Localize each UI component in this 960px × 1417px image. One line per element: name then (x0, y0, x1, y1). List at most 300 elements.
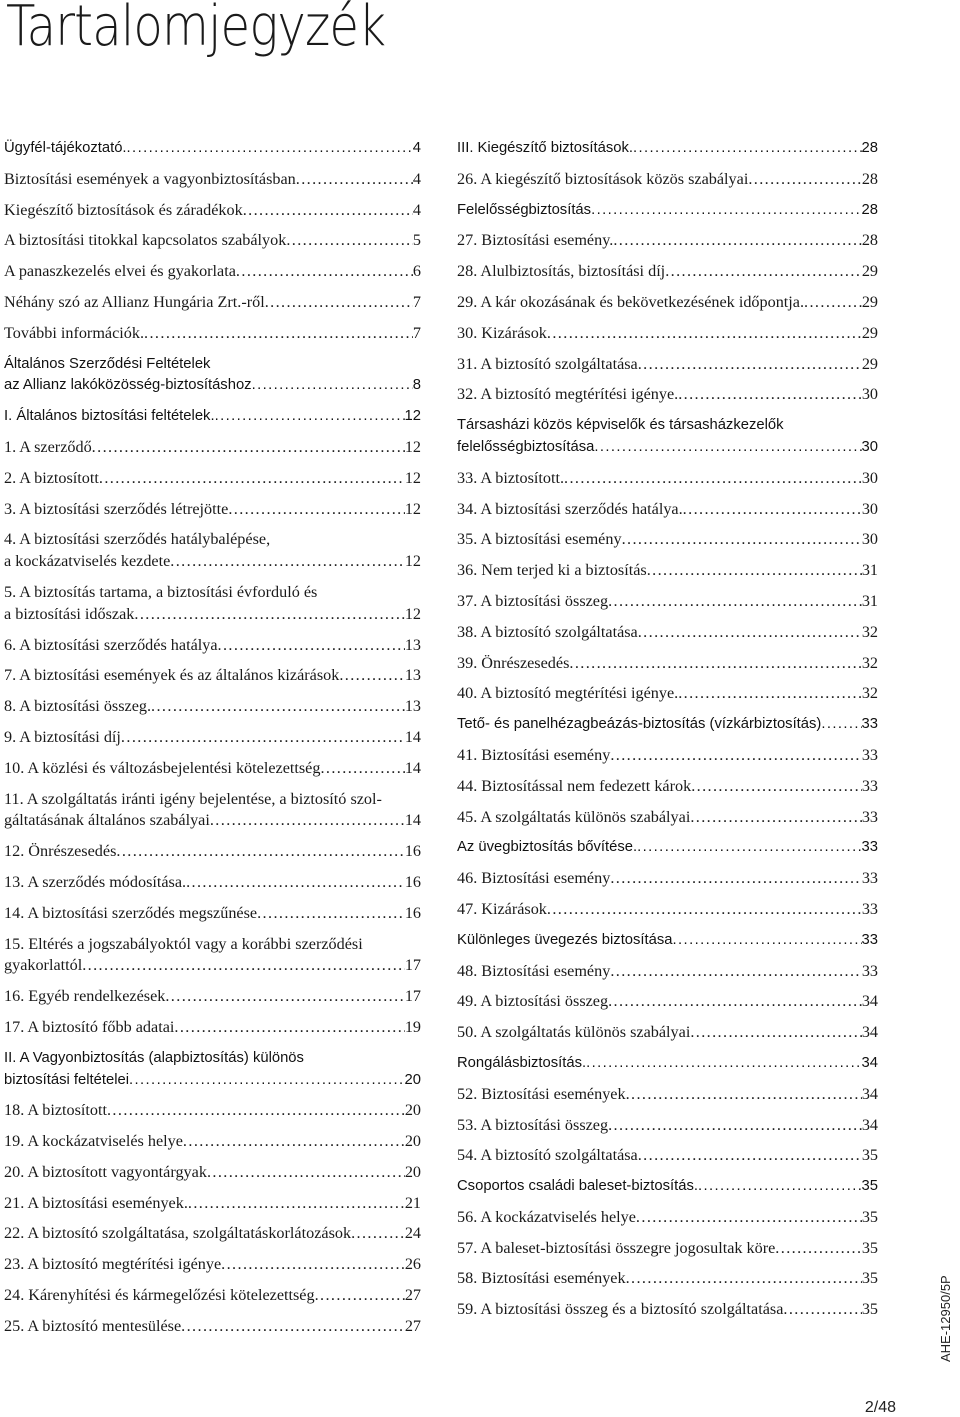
toc-entry-row (457, 1053, 878, 1075)
dot-leader (690, 807, 861, 829)
toc-entry-label: felelősségbiztosítása (457, 438, 595, 455)
toc-page-number: 34 (861, 1115, 878, 1134)
dot-leader (775, 1238, 862, 1260)
toc-entry-label: 17. A biztosító főbb adatai (4, 1017, 175, 1036)
toc-entry (457, 1299, 878, 1321)
toc-entry-label: 32. A biztosító megtérítési igénye. (457, 385, 679, 404)
toc-page-number: 33 (861, 931, 878, 948)
toc-section-entry (457, 1176, 878, 1198)
toc-entry (4, 986, 421, 1008)
toc-right-column (457, 138, 878, 1330)
dot-leader (186, 872, 405, 894)
toc-entry (457, 991, 878, 1013)
toc-entry-label: 20. A biztosított vagyontárgyak (4, 1162, 207, 1181)
toc-page-number: 4 (412, 169, 421, 188)
toc-entry (4, 230, 421, 252)
toc-entry (457, 384, 878, 406)
toc-entry (4, 727, 421, 749)
toc-entry (4, 635, 421, 657)
toc-page-number: 30 (861, 530, 878, 549)
toc-entry-label: 1. A szerződő (4, 437, 92, 456)
dot-leader (116, 841, 404, 863)
toc-entry-label: 12. Önrészesedés (4, 842, 117, 861)
dot-leader (218, 635, 405, 657)
toc-entry-label: 48. Biztosítási esemény (457, 961, 611, 980)
toc-page-number: 30 (861, 499, 878, 518)
dot-leader (127, 138, 413, 160)
toc-page-number: 29 (861, 354, 878, 373)
toc-page-number: 12 (404, 604, 421, 623)
toc-page-number: 27 (404, 1286, 421, 1305)
dot-leader (569, 653, 861, 675)
toc-entry-row (4, 635, 421, 657)
toc-entry-row (4, 727, 421, 749)
toc-entry-row (4, 986, 421, 1008)
toc-entry-label: 28. Alulbiztosítás, biztosítási díj (457, 262, 666, 281)
toc-entry-label: az Allianz lakóközösség-biztosításhoz (4, 377, 252, 394)
toc-entry-label: gáltatásának általános szabályai (4, 811, 210, 830)
toc-entry (4, 1100, 421, 1122)
toc-entry-label: Felelősségbiztosítás (457, 201, 592, 218)
toc-page-number: 29 (861, 292, 878, 311)
toc-page-number: 28 (861, 231, 878, 250)
dot-leader (320, 758, 404, 780)
toc-entry-label: 23. A biztosító megtérítési igénye (4, 1255, 222, 1274)
toc-entry (457, 1084, 878, 1106)
dot-leader (228, 499, 404, 521)
toc-entry-row (457, 1299, 878, 1321)
dot-leader (633, 138, 862, 160)
toc-page-number: 33 (861, 869, 878, 888)
toc-page-number: 28 (861, 140, 878, 156)
toc-entry-row (457, 1022, 878, 1044)
dot-leader (107, 1100, 405, 1122)
toc-page-number: 33 (861, 807, 878, 826)
toc-entry-label: I. Általános biztosítási feltételek. (4, 408, 215, 425)
toc-entry-row (457, 622, 878, 644)
dot-leader (144, 323, 413, 345)
toc-entry (4, 499, 421, 521)
toc-page-number: 31 (861, 561, 878, 580)
toc-entry-label: 19. A kockázatviselés helye (4, 1132, 183, 1151)
toc-entry-row (457, 683, 878, 705)
toc-entry-row (457, 1115, 878, 1137)
toc-entry-title-line: Társasházi közös képviselők és társasházkezelők (457, 417, 784, 434)
toc-entry-label: 33. A biztosított. (457, 468, 565, 487)
dot-leader (698, 1176, 862, 1198)
toc-page-number: 12 (404, 552, 421, 571)
toc-page-number: 16 (404, 903, 421, 922)
toc-entry-row (4, 1316, 421, 1338)
toc-page-number: 33 (861, 716, 878, 733)
toc-entry-row (457, 837, 878, 859)
toc-entry (4, 468, 421, 490)
dot-leader (351, 1223, 405, 1245)
toc-page-number: 35 (861, 1269, 878, 1288)
dot-leader (121, 727, 405, 749)
toc-entry-label: 14. A biztosítási szerződés megszűnése (4, 903, 258, 922)
dot-leader (665, 261, 862, 283)
dot-leader (170, 551, 405, 573)
toc-entry-label: 30. Kizárások (457, 323, 547, 342)
toc-entry (4, 789, 421, 833)
toc-section-entry (457, 1053, 878, 1075)
toc-entry (4, 1131, 421, 1153)
toc-entry (457, 776, 878, 798)
dot-leader (804, 292, 862, 314)
dot-leader (638, 1145, 862, 1167)
toc-entry-label: 10. A közlési és változásbejelentési kötelezettség (4, 758, 321, 777)
toc-entry-row (457, 169, 878, 191)
toc-page-number: 33 (861, 899, 878, 918)
toc-entry-label: III. Kiegészítő biztosítások. (457, 140, 634, 156)
toc-entry-row (457, 1084, 878, 1106)
toc-page-number: 17 (404, 956, 421, 975)
toc-page-number: 27 (404, 1316, 421, 1335)
toc-entry (4, 665, 421, 687)
toc-entry-row (4, 1193, 421, 1215)
toc-entry (457, 1207, 878, 1229)
toc-entry-label: Ügyfél-tájékoztató. (4, 140, 127, 156)
toc-entry (457, 1268, 878, 1290)
toc-entry-row (457, 560, 878, 582)
toc-entry-label: 38. A biztosító szolgáltatása (457, 622, 638, 641)
toc-entry-title-line: 4. A biztosítási szerződés hatálybalépése, (4, 530, 271, 549)
toc-section-entry (457, 138, 878, 160)
toc-entry-label: 8. A biztosítási összeg. (4, 697, 152, 716)
toc-page-number: 19 (404, 1017, 421, 1036)
toc-entry-label: 35. A biztosítási esemény (457, 530, 622, 549)
dot-leader (638, 354, 862, 376)
toc-entry-row (4, 323, 421, 345)
toc-entry-label: 54. A biztosító szolgáltatása (457, 1146, 638, 1165)
toc-entry-row (4, 551, 421, 573)
toc-page-number: 33 (861, 745, 878, 764)
toc-page-number: 21 (404, 1193, 421, 1212)
toc-entry-row (457, 292, 878, 314)
toc-entry (457, 868, 878, 890)
dot-leader (257, 903, 405, 925)
toc-entry-row (457, 714, 878, 736)
toc-entry-label: 25. A biztosító mentesülése (4, 1316, 182, 1335)
document-code: AHE-12950/5P (938, 1275, 953, 1362)
toc-entry (457, 899, 878, 921)
toc-entry-label: 22. A biztosító szolgáltatása, szolgáltatáskorlátozások (4, 1224, 352, 1243)
dot-leader (591, 200, 861, 222)
toc-entry-row (457, 1238, 878, 1260)
toc-entry (457, 354, 878, 376)
dot-leader (188, 1193, 405, 1215)
toc-entry-row (4, 604, 421, 626)
toc-entry-title-line: 11. A szolgáltatás iránti igény bejelentése, a biztosító szol- (4, 789, 382, 808)
toc-page-number: 4 (412, 200, 421, 219)
dot-leader (99, 468, 405, 490)
toc-entry-title-line: 5. A biztosítás tartama, a biztosítási évforduló és (4, 582, 318, 601)
toc-entry (4, 1254, 421, 1276)
toc-entry-label: A panaszkezelés elvei és gyakorlata (4, 262, 236, 281)
toc-entry-row (4, 375, 421, 397)
page-title: Tartalomjegyzék (6, 0, 386, 59)
dot-leader (236, 261, 413, 283)
toc-entry-row (4, 1131, 421, 1153)
toc-entry-label: 34. A biztosítási szerződés hatálya. (457, 499, 683, 518)
toc-entry-label: 57. A baleset-biztosítási összegre jogosultak köre (457, 1238, 776, 1257)
toc-page-number: 13 (404, 697, 421, 716)
toc-entry-row (457, 1268, 878, 1290)
toc-entry-label: 18. A biztosított (4, 1101, 107, 1120)
toc-entry-row (4, 696, 421, 718)
toc-entry-label: 53. A biztosítási összeg (457, 1115, 609, 1134)
toc-page-number: 32 (861, 653, 878, 672)
dot-leader (691, 776, 862, 798)
dot-leader (637, 837, 861, 859)
dot-leader (622, 529, 862, 551)
toc-page-number: 14 (404, 727, 421, 746)
toc-entry (457, 622, 878, 644)
dot-leader (608, 591, 862, 613)
toc-entry-label: biztosítási feltételei (4, 1071, 130, 1088)
toc-entry (457, 468, 878, 490)
dot-leader (207, 1162, 405, 1184)
dot-leader (174, 1017, 404, 1039)
toc-entry (4, 529, 421, 573)
toc-entry-label: a biztosítási időszak (4, 604, 135, 623)
toc-entry-row (4, 903, 421, 925)
dot-leader (252, 375, 413, 397)
toc-page-number: 12 (404, 408, 421, 425)
dot-leader (626, 1268, 862, 1290)
toc-entry-row (4, 841, 421, 863)
toc-entry (457, 683, 878, 705)
toc-entry (4, 841, 421, 863)
toc-entry-label: 2. A biztosított (4, 468, 99, 487)
toc-entry-label: További információk. (4, 323, 145, 342)
dot-leader (134, 604, 404, 626)
toc-entry-row (457, 1145, 878, 1167)
toc-entry-label: 9. A biztosítási díj (4, 727, 121, 746)
dot-leader (678, 384, 862, 406)
dot-leader (210, 810, 405, 832)
toc-page-number: 20 (404, 1162, 421, 1181)
toc-page-number: 20 (404, 1132, 421, 1151)
toc-entry (457, 529, 878, 551)
toc-entry-row (457, 991, 878, 1013)
toc-entry-label: 13. A szerződés módosítása. (4, 872, 187, 891)
toc-page-number: 34 (861, 1023, 878, 1042)
toc-entry-row (4, 872, 421, 894)
toc-entry (457, 1238, 878, 1260)
toc-entry-row (457, 776, 878, 798)
toc-entry-label: 21. A biztosítási események. (4, 1193, 188, 1212)
toc-entry (4, 1285, 421, 1307)
toc-entry-label: 29. A kár okozásának és bekövetkezésének időpontja. (457, 292, 805, 311)
toc-entry-label: A biztosítási titokkal kapcsolatos szabályok (4, 231, 287, 250)
dot-leader (610, 868, 862, 890)
toc-entry (4, 1162, 421, 1184)
toc-entry-label: Különleges üvegezés biztosítása (457, 931, 673, 948)
toc-page-number: 34 (861, 1054, 878, 1071)
dot-leader (690, 1022, 861, 1044)
dot-leader (673, 930, 862, 952)
toc-section-entry (457, 415, 878, 459)
toc-entry-row (4, 758, 421, 780)
toc-entry (4, 200, 421, 222)
toc-page-number: 35 (861, 1207, 878, 1226)
toc-page-number: 33 (861, 776, 878, 795)
toc-entry-label: Rongálásbiztosítás. (457, 1054, 587, 1071)
toc-entry-label: Csoportos családi baleset-biztosítás. (457, 1178, 698, 1195)
dot-leader (638, 622, 862, 644)
toc-entry-label: a kockázatviselés kezdete (4, 552, 171, 571)
toc-page-number: 32 (861, 684, 878, 703)
toc-page-number: 35 (861, 1238, 878, 1257)
toc-entry-label: 44. Biztosítással nem fedezett károk (457, 776, 692, 795)
toc-entry (4, 292, 421, 314)
toc-entry (4, 323, 421, 345)
toc-entry (457, 807, 878, 829)
toc-entry (457, 961, 878, 983)
toc-entry-title-line: Általános Szerződési Feltételek (4, 355, 211, 372)
toc-entry-label: 24. Kárenyhítési és kármegelőzési kötelezettség (4, 1286, 315, 1305)
toc-page-number: 16 (404, 842, 421, 861)
toc-entry-row (4, 1100, 421, 1122)
toc-page-number: 30 (861, 468, 878, 487)
toc-entry-row (457, 230, 878, 252)
toc-page-number: 24 (404, 1224, 421, 1243)
toc-entry-label: 36. Nem terjed ki a biztosítás (457, 561, 647, 580)
toc-page-number: 20 (404, 1071, 421, 1088)
toc-page-number: 32 (861, 622, 878, 641)
toc-entry (4, 1223, 421, 1245)
toc-section-entry (457, 714, 878, 736)
dot-leader (608, 1115, 862, 1137)
toc-entry (4, 872, 421, 894)
toc-entry-row (457, 899, 878, 921)
dot-leader (215, 406, 405, 428)
toc-page-number: 33 (861, 839, 878, 856)
toc-entry (457, 1022, 878, 1044)
toc-entry (4, 261, 421, 283)
toc-entry-label: 26. A kiegészítő biztosítások közös szabályai (457, 169, 749, 188)
toc-entry-row (4, 665, 421, 687)
dot-leader (183, 1131, 405, 1153)
toc-entry-row (4, 200, 421, 222)
toc-entry-row (457, 200, 878, 222)
toc-entry-title-line: 15. Eltérés a jogszabályoktól vagy a korábbi szerződési (4, 934, 363, 953)
toc-entry (457, 169, 878, 191)
toc-page-number: 17 (404, 987, 421, 1006)
toc-entry-label: 16. Egyéb rendelkezések (4, 987, 166, 1006)
toc-section-entry (457, 200, 878, 222)
toc-entry-row (4, 169, 421, 191)
dot-leader (243, 200, 413, 222)
toc-entry (457, 261, 878, 283)
toc-entry-label: 58. Biztosítási események (457, 1269, 626, 1288)
toc-entry-label: 59. A biztosítási összeg és a biztosító szolgáltatása (457, 1300, 784, 1319)
toc-entry-row (457, 961, 878, 983)
toc-entry-label: 37. A biztosítási összeg (457, 591, 609, 610)
dot-leader (683, 499, 862, 521)
toc-section-entry (457, 930, 878, 952)
toc-page-number: 12 (404, 437, 421, 456)
toc-section-entry (4, 354, 421, 398)
toc-entry-row (4, 955, 421, 977)
toc-entry (457, 653, 878, 675)
toc-page-number: 28 (861, 169, 878, 188)
toc-entry-label: 49. A biztosítási összeg (457, 992, 609, 1011)
toc-page-number: 26 (404, 1255, 421, 1274)
toc-entry-row (4, 468, 421, 490)
toc-entry-row (4, 810, 421, 832)
dot-leader (181, 1316, 405, 1338)
toc-page-number: 12 (404, 468, 421, 487)
toc-entry-row (457, 529, 878, 551)
toc-entry-row (457, 653, 878, 675)
toc-entry-row (4, 1162, 421, 1184)
toc-entry-row (4, 1285, 421, 1307)
toc-entry (4, 582, 421, 626)
dot-leader (92, 437, 405, 459)
dot-leader (613, 230, 862, 252)
toc-entry (4, 1316, 421, 1338)
toc-entry-row (4, 437, 421, 459)
toc-entry (4, 903, 421, 925)
toc-entry (4, 1017, 421, 1039)
toc-entry-row (4, 230, 421, 252)
toc-entry-label: 6. A biztosítási szerződés hatálya (4, 635, 218, 654)
dot-leader (647, 560, 862, 582)
toc-entry-label: Az üvegbiztosítás bővítése. (457, 839, 638, 856)
toc-entry-row (4, 1223, 421, 1245)
toc-page-number: 35 (861, 1178, 878, 1195)
toc-entry-row (457, 807, 878, 829)
toc-page-number: 6 (412, 262, 421, 281)
toc-page-number: 16 (404, 872, 421, 891)
toc-entry-label: 45. A szolgáltatás különös szabályai (457, 807, 691, 826)
toc-entry-row (457, 930, 878, 952)
toc-entry (457, 323, 878, 345)
toc-page-number: 12 (404, 499, 421, 518)
dot-leader (315, 1285, 405, 1307)
toc-entry (4, 758, 421, 780)
toc-entry-label: 46. Biztosítási esemény (457, 869, 611, 888)
toc-entry (4, 934, 421, 978)
toc-entry (457, 230, 878, 252)
dot-leader (265, 292, 413, 314)
toc-entry-label: 56. A kockázatviselés helye (457, 1207, 636, 1226)
toc-entry (457, 745, 878, 767)
toc-page-number: 14 (404, 758, 421, 777)
toc-page-number: 20 (404, 1101, 421, 1120)
toc-entry-label: 31. A biztosító szolgáltatása (457, 354, 638, 373)
toc-section-entry (4, 138, 421, 160)
toc-page-number: 30 (861, 438, 878, 455)
toc-entry (457, 591, 878, 613)
toc-page-number: 35 (861, 1146, 878, 1165)
dot-leader (286, 230, 413, 252)
toc-entry (4, 169, 421, 191)
toc-entry-label: 41. Biztosítási esemény (457, 745, 611, 764)
toc-page-number: 35 (861, 1300, 878, 1319)
toc-entry-row (4, 406, 421, 428)
dot-leader (610, 745, 862, 767)
toc-entry (457, 560, 878, 582)
toc-entry-row (457, 138, 878, 160)
toc-page-number: 34 (861, 992, 878, 1011)
toc-page-number: 5 (412, 231, 421, 250)
toc-page-number: 29 (861, 262, 878, 281)
toc-entry (457, 1115, 878, 1137)
